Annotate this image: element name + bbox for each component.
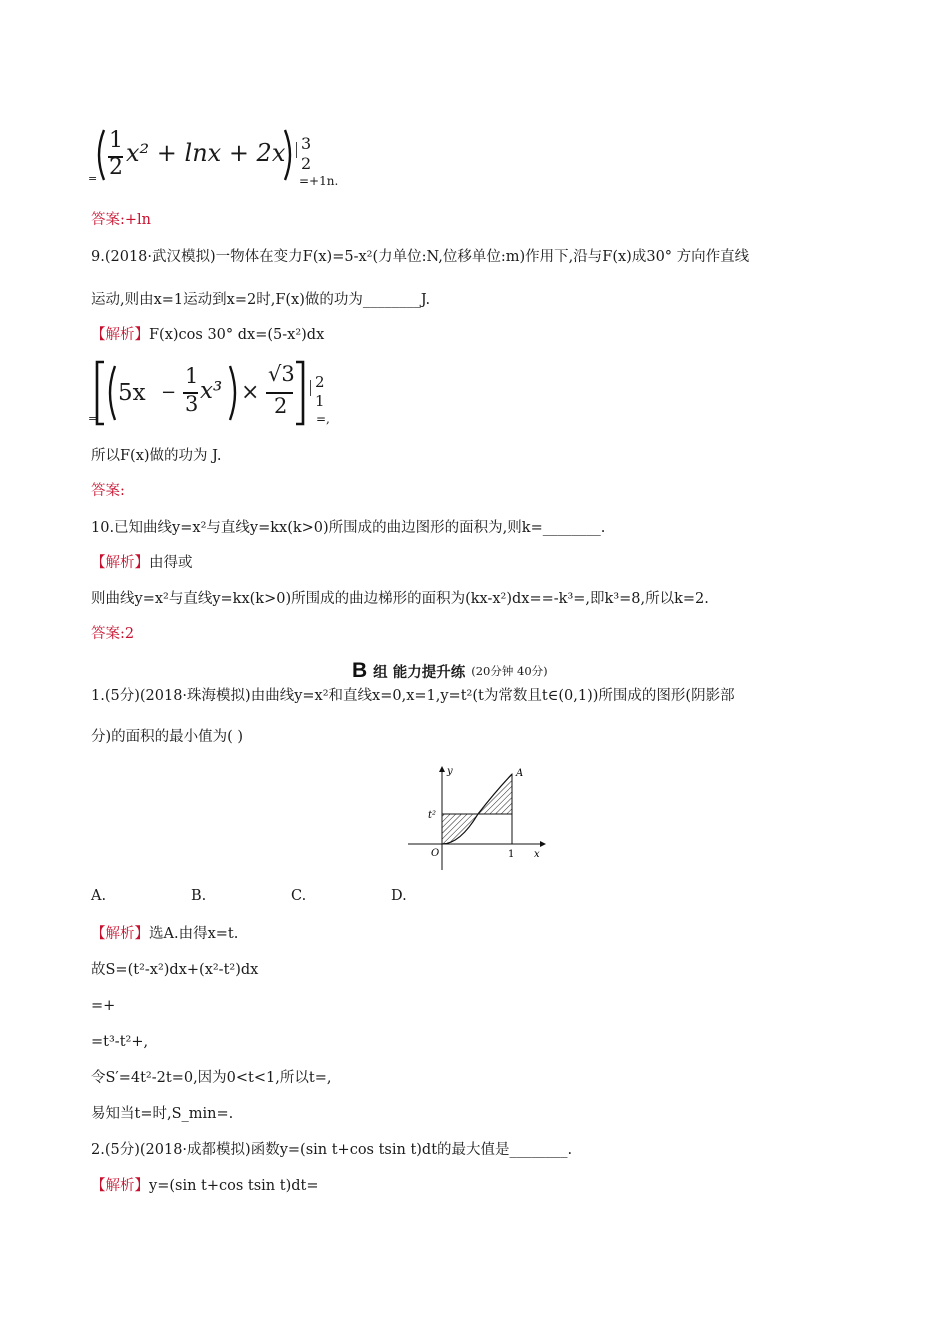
q10-answer: 答案:2 <box>91 626 135 642</box>
q9-analysis <box>91 325 324 345</box>
one-label: 1 <box>508 849 515 860</box>
q10-line: 10.已知曲线y=x²与直线y=kx(k>0)所围成的曲边图形的面积为,则k=________. <box>91 520 606 536</box>
formula-1-suffix: =+1n. <box>299 174 339 188</box>
q10-line2: 则曲线y=x²与直线y=kx(k>0)所围成的曲边梯形的面积为(kx-x²)dx==-k³=,即k³=8,所以k=2. <box>91 591 709 607</box>
shaded-region-left <box>442 814 478 844</box>
option-a: A. <box>91 888 107 904</box>
formula-1-eval-bar <box>296 142 297 158</box>
y-axis-arrow <box>439 766 445 772</box>
section-b-badge: B <box>352 659 368 682</box>
analysis-tag: 【解析】 <box>91 1178 149 1194</box>
option-b: B. <box>191 888 207 904</box>
formula-1-half-den: 2 <box>109 155 123 180</box>
o-label: O <box>431 848 440 859</box>
b1-analysis <box>91 924 238 944</box>
formula-1 <box>88 128 368 188</box>
formula-1-upper: 3 <box>301 134 312 153</box>
formula-1-paren-left <box>93 128 107 182</box>
formula-2-times: × <box>241 380 260 405</box>
section-b-sub: (20分钟 40分) <box>471 664 548 678</box>
b1-s1: 故S=(t²-x²)dx+(x²-t²)dx <box>91 962 259 978</box>
formula-1-paren-right <box>282 128 296 182</box>
t-label: t² <box>428 810 437 821</box>
formula-2-lower: 1 <box>315 392 325 410</box>
analysis-tag: 【解析】 <box>91 555 149 571</box>
x-axis-arrow <box>540 841 546 847</box>
formula-2-bracket-right <box>294 360 306 426</box>
formula-2-eval-bar <box>310 380 311 396</box>
b1-line1: 1.(5分)(2018·珠海模拟)由曲线y=x²和直线x=0,x=1,y=t²(t为常数且t∈(0,1))所围成的图形(阴影部 <box>91 688 735 704</box>
b2-line: 2.(5分)(2018·成都模拟)函数y=(sin t+cos tsin t)dt的最大值是________. <box>91 1142 573 1158</box>
q9-answer: 答案: <box>91 483 125 499</box>
b1-s4: 令S′=4t²-2t=0,因为0<t<1,所以t=, <box>91 1070 332 1086</box>
formula-1-lower: 2 <box>301 154 312 173</box>
analysis-text: y=(sin t+cos tsin t)dt= <box>149 1178 319 1194</box>
formula-2-minus: − <box>161 382 177 403</box>
b1-s5: 易知当t=时,S_min=. <box>91 1106 234 1122</box>
q9-line2: 运动,则由x=1运动到x=2时,F(x)做的功为________J. <box>91 292 431 308</box>
b1-line2: 分)的面积的最小值为( ) <box>91 729 244 745</box>
formula-2-prefix: = <box>88 412 98 425</box>
y-label: y <box>447 766 453 777</box>
formula-1-body: x² + lnx + 2x <box>126 139 286 167</box>
b2-analysis <box>91 1176 319 1196</box>
formula-2-suffix: =, <box>316 412 330 426</box>
analysis-tag: 【解析】 <box>91 327 149 343</box>
formula-2-term1: 5x <box>118 380 146 406</box>
analysis-tag: 【解析】 <box>91 926 149 942</box>
q9-line1: 9.(2018·武汉模拟)一物体在变力F(x)=5-x²(力单位:N,位移单位:m)作用下,沿与F(x)成30° 方向作直线 <box>91 249 750 265</box>
b1-figure <box>400 762 560 874</box>
section-b-title: 组 能力提升练 <box>373 664 466 681</box>
formula-2-paren-left <box>105 364 117 422</box>
analysis-text: 由得或 <box>149 555 193 571</box>
q9-conclusion: 所以F(x)做的功为 J. <box>91 448 222 464</box>
a-label: A <box>516 768 524 779</box>
analysis-text: 选A.由得x=t. <box>149 926 239 942</box>
section-b-header <box>352 660 548 682</box>
option-d: D. <box>391 888 407 904</box>
formula-2-frac-num: 1 <box>185 364 199 388</box>
analysis-text: F(x)cos 30° dx=(5-x²)dx <box>149 327 325 343</box>
x-label: x <box>534 849 540 860</box>
formula-1-prefix: = <box>88 172 98 185</box>
q10-analysis <box>91 553 193 573</box>
formula-2-den2: 2 <box>274 394 288 418</box>
answer-8: 答案:+ln <box>91 212 152 228</box>
b1-s3: =t³-t²+, <box>91 1034 149 1050</box>
formula-1-half-num: 1 <box>109 128 123 153</box>
formula-2-frac-den: 3 <box>185 392 199 416</box>
formula-2-x3: x³ <box>200 378 223 404</box>
formula-2 <box>88 360 388 430</box>
formula-2-paren-right <box>228 364 240 422</box>
b1-s2: =+ <box>91 998 116 1014</box>
formula-2-upper: 2 <box>315 373 325 391</box>
option-c: C. <box>291 888 307 904</box>
formula-2-sqrt: √3 <box>268 362 295 386</box>
